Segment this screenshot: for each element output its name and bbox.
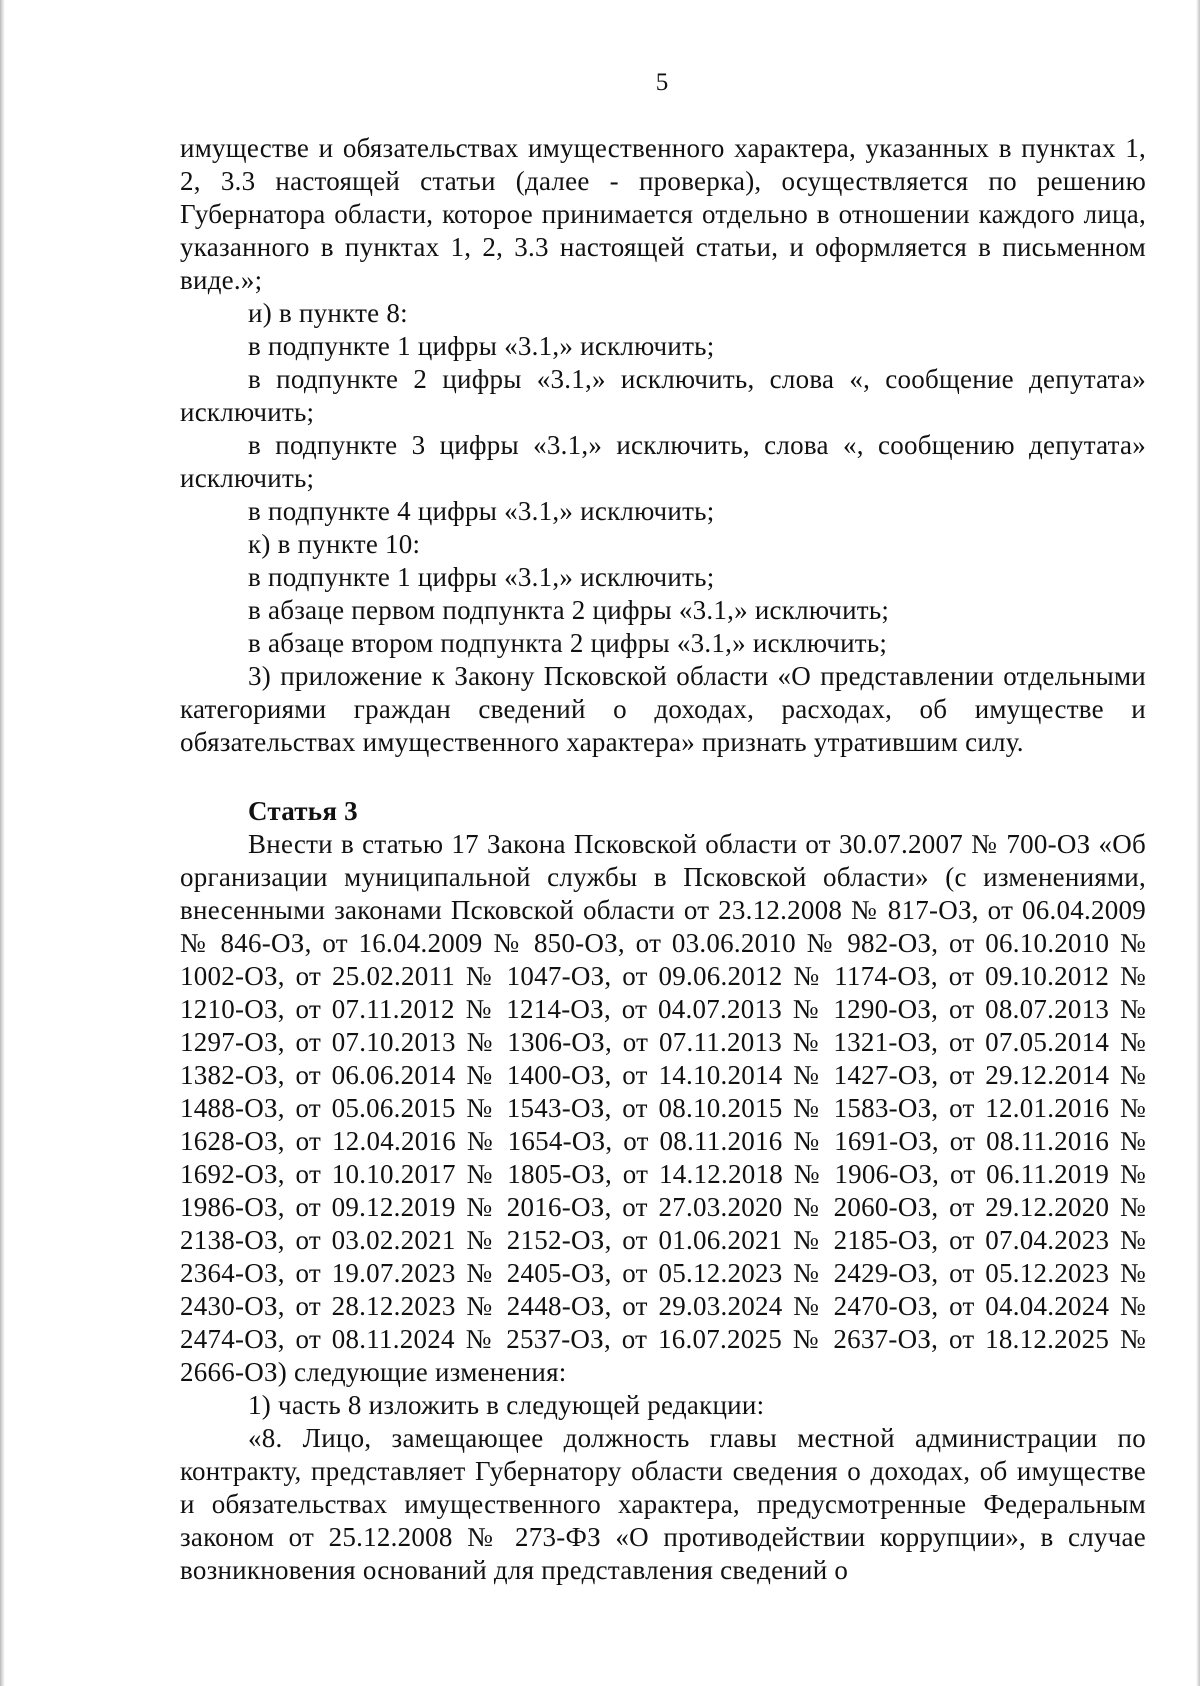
paragraph-subitem: в подпункте 4 цифры «3.1,» исключить; — [248, 496, 715, 526]
paragraph-item-i: и) в пункте 8: — [248, 298, 408, 328]
paragraph-subitem: в абзаце первом подпункта 2 цифры «3.1,» исключить; — [248, 595, 890, 625]
paragraph-subitem: в подпункте 1 цифры «3.1,» исключить; — [248, 331, 715, 361]
paragraph-item-3: 3) приложение к Закону Псковской области «О представлении отдельными категориями граждан сведений о доходах, расходах, об имуществе и обязательствах имущественного характера» признать утратившим силу. — [180, 661, 1146, 757]
paragraph-item-k: к) в пункте 10: — [248, 529, 421, 559]
article-paragraph: 1) часть 8 изложить в следующей редакции: — [248, 1390, 765, 1420]
article-paragraph: «8. Лицо, замещающее должность главы местной администрации по контракту, представляет Губернатору области сведения о доходах, об имуществе и обязательствах имущественного характера, предусмотренные Федеральным законом от 25.12.2008 № 273-ФЗ «О противодействии коррупции», в случае возникновения оснований для представления сведений о — [180, 1423, 1146, 1585]
scan-edge-right — [1196, 0, 1200, 1686]
page-number: 5 — [655, 69, 669, 96]
paragraph-subitem: в подпункте 2 цифры «3.1,» исключить, слова «, сообщение депутата» исключить; — [180, 364, 1146, 427]
article-paragraph: Внести в статью 17 Закона Псковской области от 30.07.2007 № 700-ОЗ «Об организации муниципальной службы в Псковской области» (с изменениями, внесенными законами Псковской области от 23.12.2008 № 817-ОЗ, от 06.04.2009 № 846-ОЗ, от 16.04.2009 № 850-ОЗ, от 03.06.2010 № 982-ОЗ, от 06.10.2010 № 1002-ОЗ, от 25.02.2011 № 1047-ОЗ, от 09.06.2012 № 1174-ОЗ, от 09.10.2012 № 1210-ОЗ, от 07.11.2012 № 1214-ОЗ, от 04.07.2013 № 1290-ОЗ, от 08.07.2013 № 1297-ОЗ, от 07.10.2013 № 1306-ОЗ, от 07.11.2013 № 1321-ОЗ, от 07.05.2014 № 1382-ОЗ, от 06.06.2014 № 1400-ОЗ, от 14.10.2014 № 1427-ОЗ, от 29.12.2014 № 1488-ОЗ, от 05.06.2015 № 1543-ОЗ, от 08.10.2015 № 1583-ОЗ, от 12.01.2016 № 1628-ОЗ, от 12.04.2016 № 1654-ОЗ, от 08.11.2016 № 1691-ОЗ, от 08.11.2016 № 1692-ОЗ, от 10.10.2017 № 1805-ОЗ, от 14.12.2018 № 1906-ОЗ, от 06.11.2019 № 1986-ОЗ, от 09.12.2019 № 2016-ОЗ, от 27.03.2020 № 2060-ОЗ, от 29.12.2020 № 2138-ОЗ, от 03.02.2021 № 2152-ОЗ, от 01.06.2021 № 2185-ОЗ, от 07.04.2023 № 2364-ОЗ, от 19.07.2023 № 2405-ОЗ, от 05.12.2023 № 2429-ОЗ, от 05.12.2023 № 2430-ОЗ, от 28.12.2023 № 2448-ОЗ, от 29.03.2024 № 2470-ОЗ, от 04.04.2024 № 2474-ОЗ, от 08.11.2024 № 2537-ОЗ, от 16.07.2025 № 2637-ОЗ, от 18.12.2025 № 2666-ОЗ) следующие изменения: — [180, 829, 1146, 1387]
scan-edge-left — [0, 0, 5, 1686]
document-body — [180, 132, 1146, 1587]
paragraph-subitem: в абзаце втором подпункта 2 цифры «3.1,» исключить; — [248, 628, 888, 658]
paragraph-continuation: имуществе и обязательствах имущественного характера, указанных в пунктах 1, 2, 3.3 настоящей статьи (далее - проверка), осуществляется по решению Губернатора области, которое принимается отдельно в отношении каждого лица, указанного в пунктах 1, 2, 3.3 настоящей статьи, и оформляется в письменном виде.»; — [180, 133, 1146, 295]
article-heading: Статья 3 — [248, 796, 358, 826]
paragraph-subitem: в подпункте 3 цифры «3.1,» исключить, слова «, сообщению депутата» исключить; — [180, 430, 1146, 493]
paragraph-subitem: в подпункте 1 цифры «3.1,» исключить; — [248, 562, 715, 592]
